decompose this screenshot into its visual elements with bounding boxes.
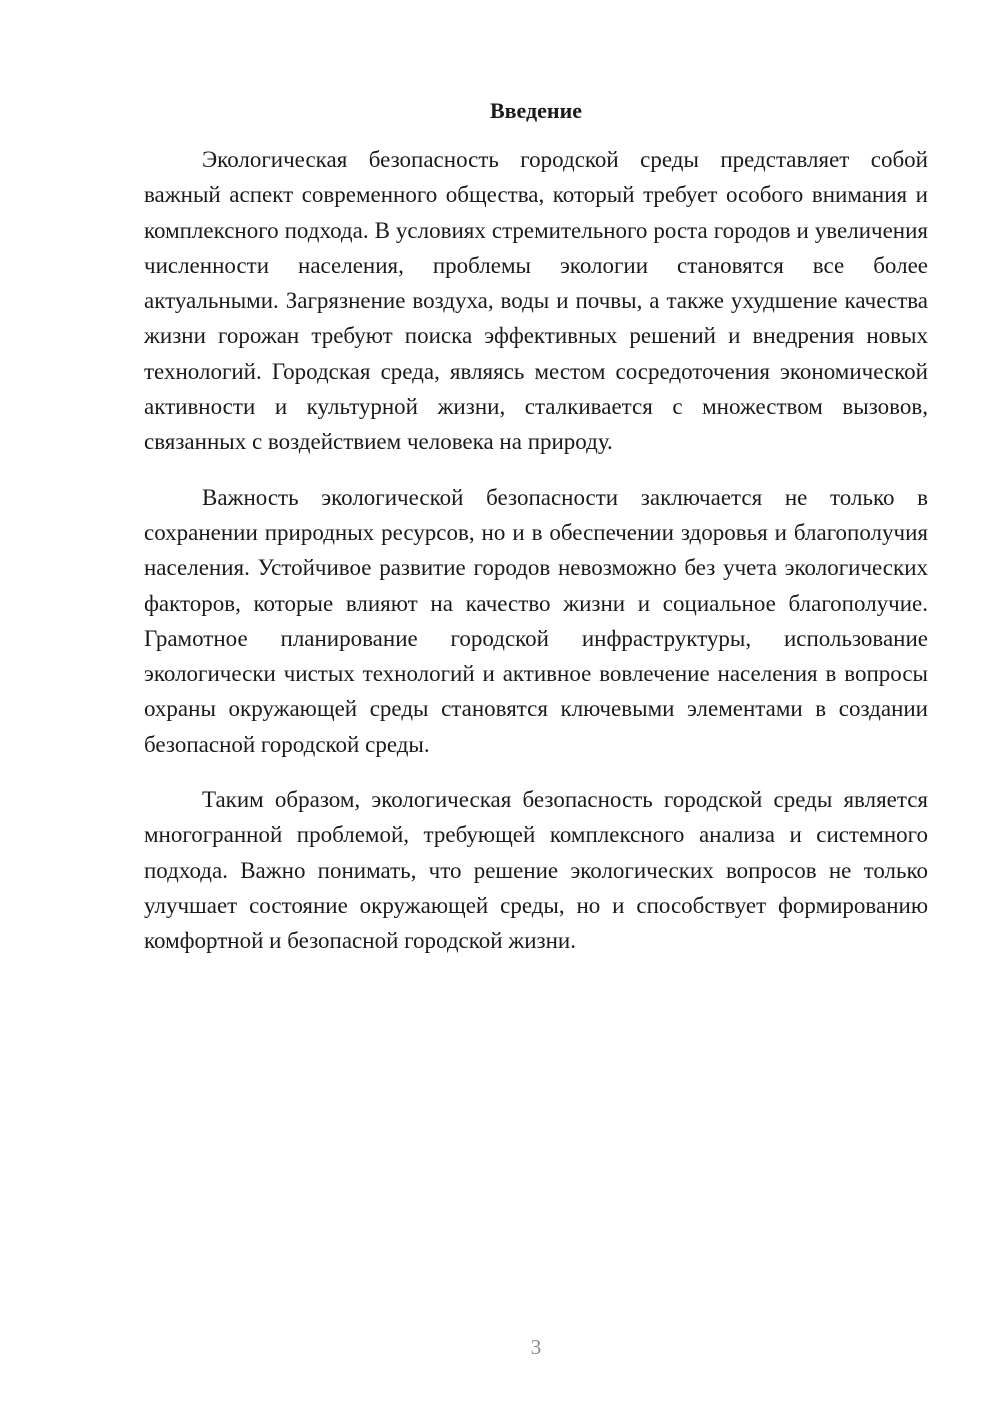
paragraph-3: Таким образом, экологическая безопасность городской среды является многогранной проблемой, требующей комплексного анализа и системного подхода. Важно понимать, что решение экологических вопросов не только улучшает состояние окружающей среды, но и способствует формированию комфортной и безопасной городской жизни.	[144, 787, 928, 954]
document-body	[144, 142, 928, 959]
page-number: 3	[530, 1335, 542, 1359]
paragraph-2: Важность экологической безопасности заключается не только в сохранении природных ресурсов, но и в обеспечении здоровья и благополучия населения. Устойчивое развитие городов невозможно без учета экологических факторов, которые влияют на качество жизни и социальное благополучие. Грамотное планирование городской инфраструктуры, использование экологически чистых технологий и активное вовлечение населения в вопросы охраны окружающей среды становятся ключевыми элементами в создании безопасной городской среды.	[144, 484, 928, 757]
paragraph-1: Экологическая безопасность городской среды представляет собой важный аспект современного общества, который требует особого внимания и комплексного подхода. В условиях стремительного роста городов и увеличения численности населения, проблемы экологии становятся все более актуальными. Загрязнение воздуха, воды и почвы, а также ухудшение качества жизни горожан требуют поиска эффективных решений и внедрения новых технологий. Городская среда, являясь местом сосредоточения экономической активности и культурной жизни, сталкивается с множеством вызовов, связанных с воздействием человека на природу.	[144, 147, 928, 455]
page-title: Введение	[489, 98, 583, 123]
